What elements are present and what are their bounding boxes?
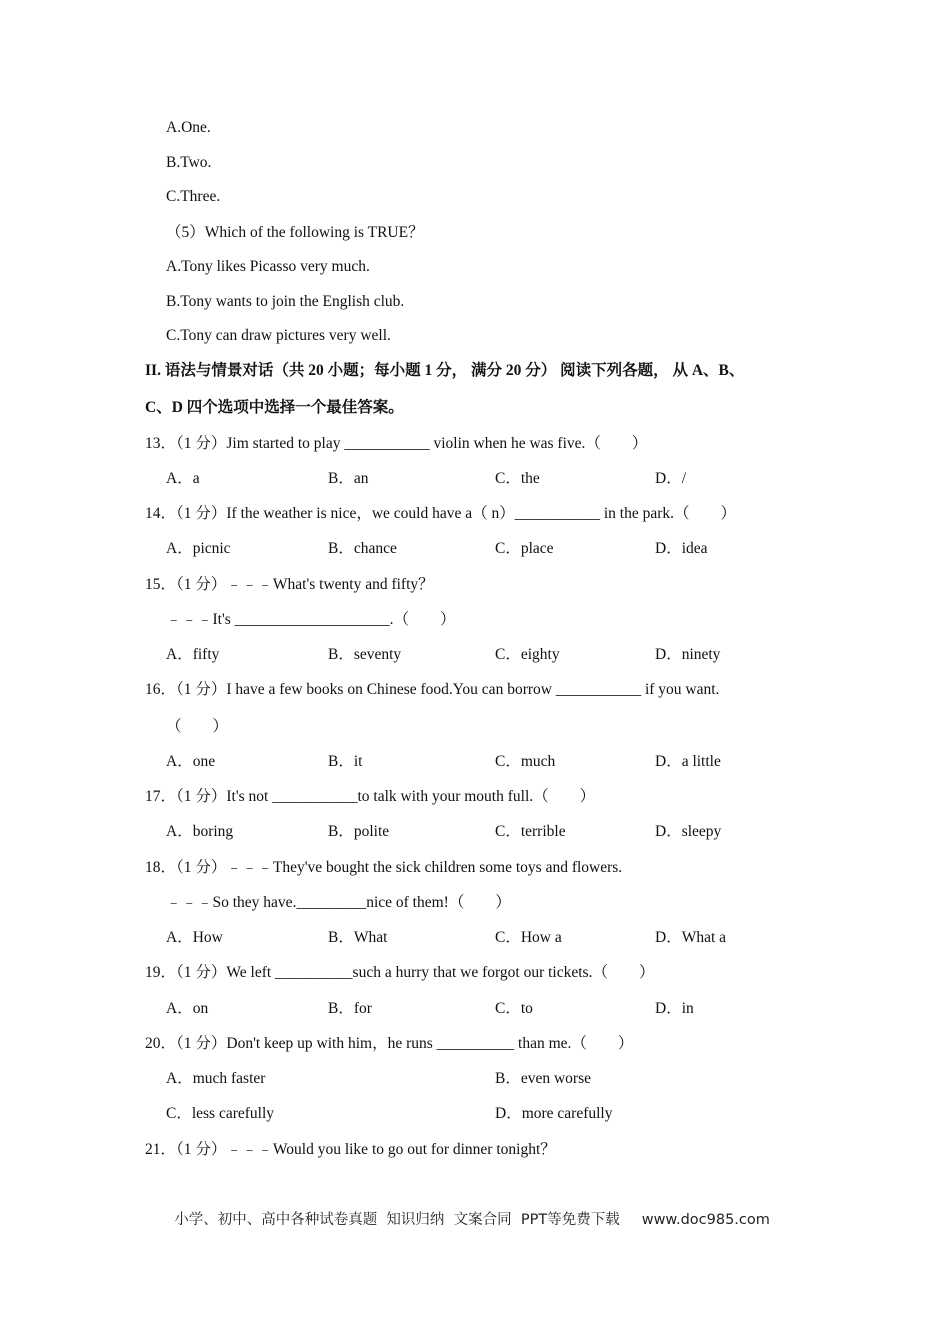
question-20-option-b: B．even worse bbox=[495, 1070, 591, 1087]
question-19-option-d: D．in bbox=[655, 1000, 694, 1017]
question-18-option-d: D．What a bbox=[655, 929, 727, 946]
question-16-option-d: D．a little bbox=[655, 753, 721, 770]
question-17-option-b: B．polite bbox=[328, 823, 390, 840]
page-footer bbox=[165, 1192, 770, 1229]
question-18-stem: 18．（1 分）﹣﹣﹣They've bought the sick children some toys and flowers. bbox=[145, 859, 623, 876]
question-20-stem: 20．（1 分）Don't keep up with him，he runs __________ than me.（ ） bbox=[145, 1035, 634, 1052]
question-15-option-b: B．seventy bbox=[328, 646, 402, 663]
question-16-option-c: C．much bbox=[495, 753, 556, 770]
question-14-option-c: C．place bbox=[495, 540, 554, 557]
question-15-option-a: A．fifty bbox=[166, 646, 220, 663]
option-line: A.Tony likes Picasso very much. bbox=[166, 258, 370, 275]
question-14-stem: 14．（1 分）If the weather is nice，we could have a（ n）___________ in the park.（ ） bbox=[145, 505, 737, 522]
question-20-option-c: C．less carefully bbox=[166, 1105, 275, 1122]
question-17-stem: 17．（1 分）It's not ___________to talk with your mouth full.（ ） bbox=[145, 788, 596, 805]
question-18-option-c: C．How a bbox=[495, 929, 562, 946]
question-14-option-a: A．picnic bbox=[166, 540, 231, 557]
section-heading-cont: C、D 四个选项中选择一个最佳答案。 bbox=[145, 399, 404, 416]
question-16-stem-line2: （ ） bbox=[166, 718, 229, 735]
question-16-option-a: A．one bbox=[166, 753, 216, 770]
option-line: A.One. bbox=[166, 119, 211, 136]
option-line: B.Two. bbox=[166, 154, 212, 171]
question-19-option-b: B．for bbox=[328, 1000, 372, 1017]
question-13-stem: 13．（1 分）Jim started to play ___________ violin when he was five.（ ） bbox=[145, 435, 648, 452]
option-line: C.Three. bbox=[166, 188, 221, 205]
footer-url-link[interactable]: www.doc985.com bbox=[641, 1212, 770, 1228]
question-20-option-d: D．more carefully bbox=[495, 1105, 613, 1122]
question-18-option-a: A．How bbox=[166, 929, 223, 946]
question-19-option-a: A．on bbox=[166, 1000, 209, 1017]
question-14-option-d: D．idea bbox=[655, 540, 708, 557]
question-13-option-b: B．an bbox=[328, 470, 369, 487]
question-15-option-d: D．ninety bbox=[655, 646, 721, 663]
question-20-option-a: A．much faster bbox=[166, 1070, 266, 1087]
question-13-option-c: C．the bbox=[495, 470, 540, 487]
question-21-stem: 21．（1 分）﹣﹣﹣Would you like to go out for dinner tonight？ bbox=[145, 1141, 556, 1158]
option-line: C.Tony can draw pictures very well. bbox=[166, 327, 391, 344]
question-15-stem: 15．（1 分）﹣﹣﹣What's twenty and fifty？ bbox=[145, 576, 434, 593]
question-stem: （5）Which of the following is TRUE？ bbox=[166, 224, 424, 241]
question-18-option-b: B．What bbox=[328, 929, 388, 946]
option-line: B.Tony wants to join the English club. bbox=[166, 293, 405, 310]
question-15-stem-line2: ﹣﹣﹣It's ____________________.（ ） bbox=[166, 611, 456, 628]
question-15-option-c: C．eighty bbox=[495, 646, 560, 663]
question-17-option-d: D．sleepy bbox=[655, 823, 722, 840]
question-17-option-a: A．boring bbox=[166, 823, 234, 840]
question-17-option-c: C．terrible bbox=[495, 823, 566, 840]
question-13-option-d: D．/ bbox=[655, 470, 687, 487]
question-19-option-c: C．to bbox=[495, 1000, 533, 1017]
question-16-option-b: B．it bbox=[328, 753, 363, 770]
question-13-option-a: A．a bbox=[166, 470, 200, 487]
question-19-stem: 19．（1 分）We left __________such a hurry that we forgot our tickets.（ ） bbox=[145, 964, 655, 981]
question-18-stem-line2: ﹣﹣﹣So they have._________nice of them!（ ） bbox=[166, 894, 511, 911]
question-14-option-b: B．chance bbox=[328, 540, 397, 557]
question-16-stem: 16．（1 分）I have a few books on Chinese food.You can borrow ___________ if you want. bbox=[145, 681, 720, 698]
footer-text: 小学、初中、高中各种试卷真题 知识归纳 文案合同 PPT等免费下载 bbox=[174, 1212, 620, 1228]
section-heading: II. 语法与情景对话（共 20 小题；每小题 1 分， 满分 20 分） 阅读下列各题， 从 A、B、 bbox=[145, 362, 745, 379]
